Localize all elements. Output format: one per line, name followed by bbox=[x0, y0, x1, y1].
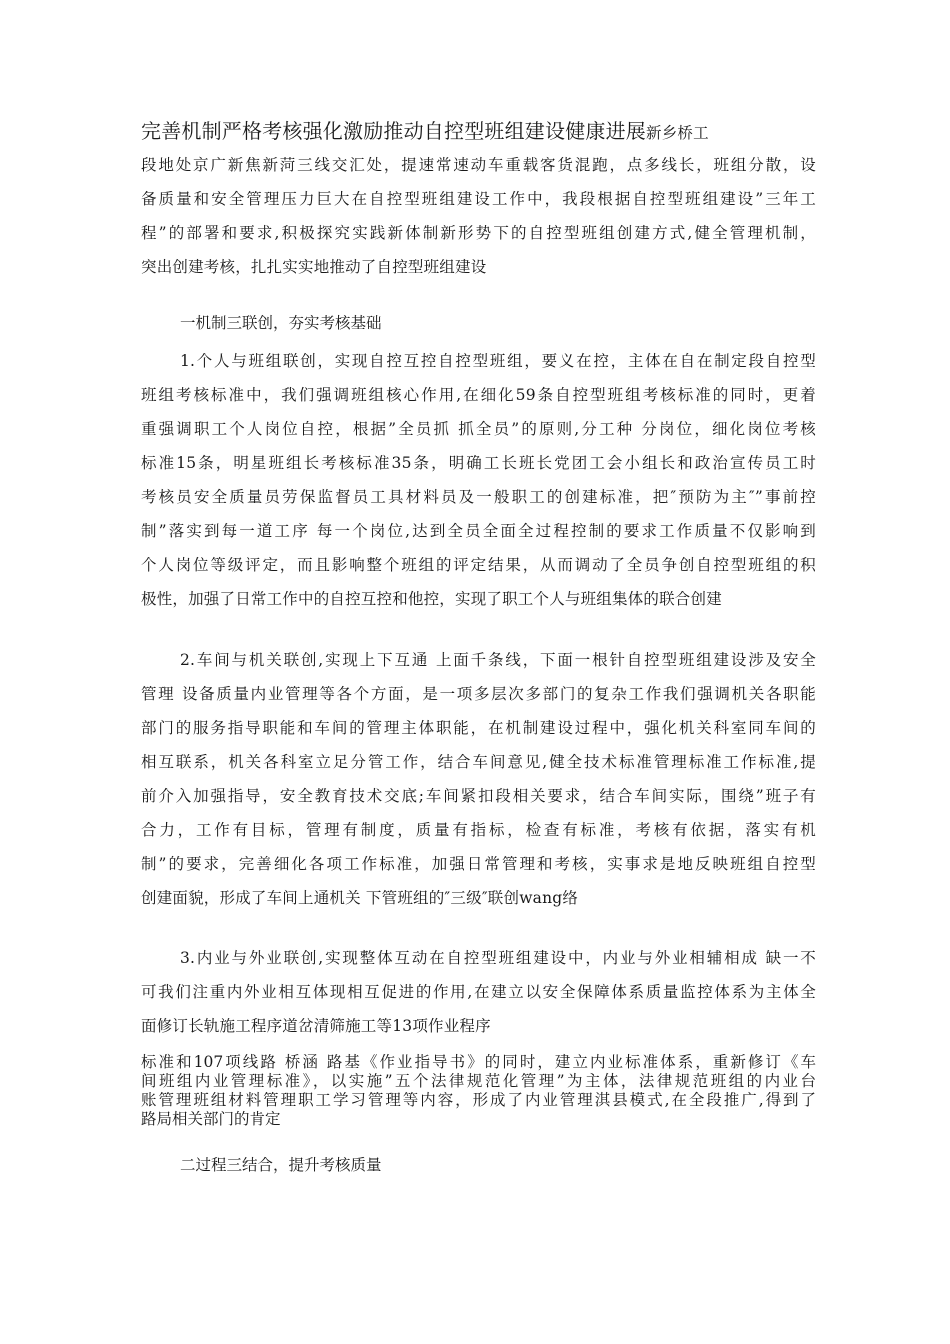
section-heading-1: 一机制三联创，夯实考核基础 bbox=[180, 314, 382, 332]
item-2-line: 合力，工作有目标，管理有制度，质量有指标，检查有标准，考核有依据，落实有机 bbox=[141, 821, 816, 839]
item-1-paragraph bbox=[141, 344, 816, 616]
item-2-line: 管理 设备质量内业管理等各个方面，是一项多层次多部门的复杂工作我们强调机关各职能 bbox=[141, 685, 816, 703]
item-2-paragraph bbox=[141, 643, 816, 915]
item-1-line: 考核员安全质量员劳保监督员工具材料员及一般职工的创建标准，把″预防为主″”事前控 bbox=[141, 488, 816, 506]
item-3-continuation bbox=[141, 1053, 816, 1129]
item-2-line: 制”的要求，完善细化各项工作标准，加强日常管理和考核，实事求是地反映班组自控型 bbox=[141, 855, 816, 873]
item-1-line: 个人岗位等级评定，而且影响整个班组的评定结果，从而调动了全员争创自控型班组的积 bbox=[141, 556, 816, 574]
section-heading-2: 二过程三结合，提升考核质量 bbox=[180, 1156, 382, 1174]
item-2-line: 部门的服务指导职能和车间的管理主体职能，在机制建设过程中，强化机关科室同车间的 bbox=[141, 719, 816, 737]
document-title bbox=[141, 114, 816, 148]
item-1-line: 标准15条，明星班组长考核标准35条，明确工长班长党团工会小组长和政治宣传员工时 bbox=[141, 454, 816, 472]
item-2-line: 2.车间与机关联创,实现上下互通 上面千条线，下面一根针自控型班组建设涉及安全 bbox=[180, 651, 816, 669]
item-1-line: 制”落实到每一道工序 每一个岗位,达到全员全面全过程控制的要求工作质量不仅影响到 bbox=[141, 522, 816, 540]
item-3-line: 3.内业与外业联创,实现整体互动在自控型班组建设中，内业与外业相辅相成 缺一不 bbox=[180, 949, 816, 967]
title-main: 完善机制严格考核强化激励推动自控型班组建设健康进展 bbox=[141, 119, 646, 143]
intro-line: 备质量和安全管理压力巨大在自控型班组建设工作中，我段根据自控型班组建设”三年工 bbox=[141, 190, 816, 208]
item-2-line: 创建面貌，形成了车间上通机关 下管班组的″三级″联创wang络 bbox=[141, 889, 579, 907]
item-1-line: 重强调职工个人岗位自控，根据”全员抓 抓全员”的原则,分工种 分岗位，细化岗位考核 bbox=[141, 420, 816, 438]
item-3-paragraph bbox=[141, 941, 816, 1043]
item-3-cont-line: 间班组内业管理标准》，以实施”五个法律规范化管理”为主体，法律规范班组的内业台 bbox=[141, 1072, 816, 1090]
intro-line: 突出创建考核，扎扎实实地推动了自控型班组建设 bbox=[141, 258, 487, 276]
item-1-line: 极性，加强了日常工作中的自控互控和他控，实现了职工个人与班组集体的联合创建 bbox=[141, 590, 722, 608]
item-3-cont-line: 账管理班组材料管理职工学习管理等内容，形成了内业管理淇县模式,在全段推广,得到了 bbox=[141, 1091, 816, 1109]
item-3-line: 面修订长轨施工程序道岔清筛施工等13项作业程序 bbox=[141, 1017, 491, 1035]
item-3-cont-line: 路局相关部门的肯定 bbox=[141, 1110, 281, 1128]
item-3-line: 可我们注重内外业相互体现相互促进的作用,在建立以安全保障体系质量监控体系为主体全 bbox=[141, 983, 816, 1001]
intro-paragraph bbox=[141, 114, 816, 284]
item-1-line: 1.个人与班组联创，实现自控互控自控型班组，要义在控，主体在自在制定段自控型 bbox=[180, 352, 816, 370]
item-3-cont-line: 标准和107项线路 桥涵 路基《作业指导书》的同时，建立内业标准体系，重新修订《车 bbox=[141, 1053, 816, 1071]
item-1-line: 班组考核标准中，我们强调班组核心作用,在细化59条自控型班组考核标准的同时，更着 bbox=[141, 386, 816, 404]
item-2-line: 相互联系，机关各科室立足分管工作，结合车间意见,健全技术标准管理标准工作标准,提 bbox=[141, 753, 816, 771]
intro-line: 程”的部署和要求,积极探究实践新体制新形势下的自控型班组创建方式,健全管理机制， bbox=[141, 224, 816, 242]
intro-line: 段地处京广新焦新菏三线交汇处，提速常速动车重载客货混跑，点多线长，班组分散，设 bbox=[141, 156, 816, 174]
item-2-line: 前介入加强指导，安全教育技术交底;车间紧扣段相关要求，结合车间实际，围绕”班子有 bbox=[141, 787, 816, 805]
title-tail: 新乡桥工 bbox=[646, 124, 709, 142]
